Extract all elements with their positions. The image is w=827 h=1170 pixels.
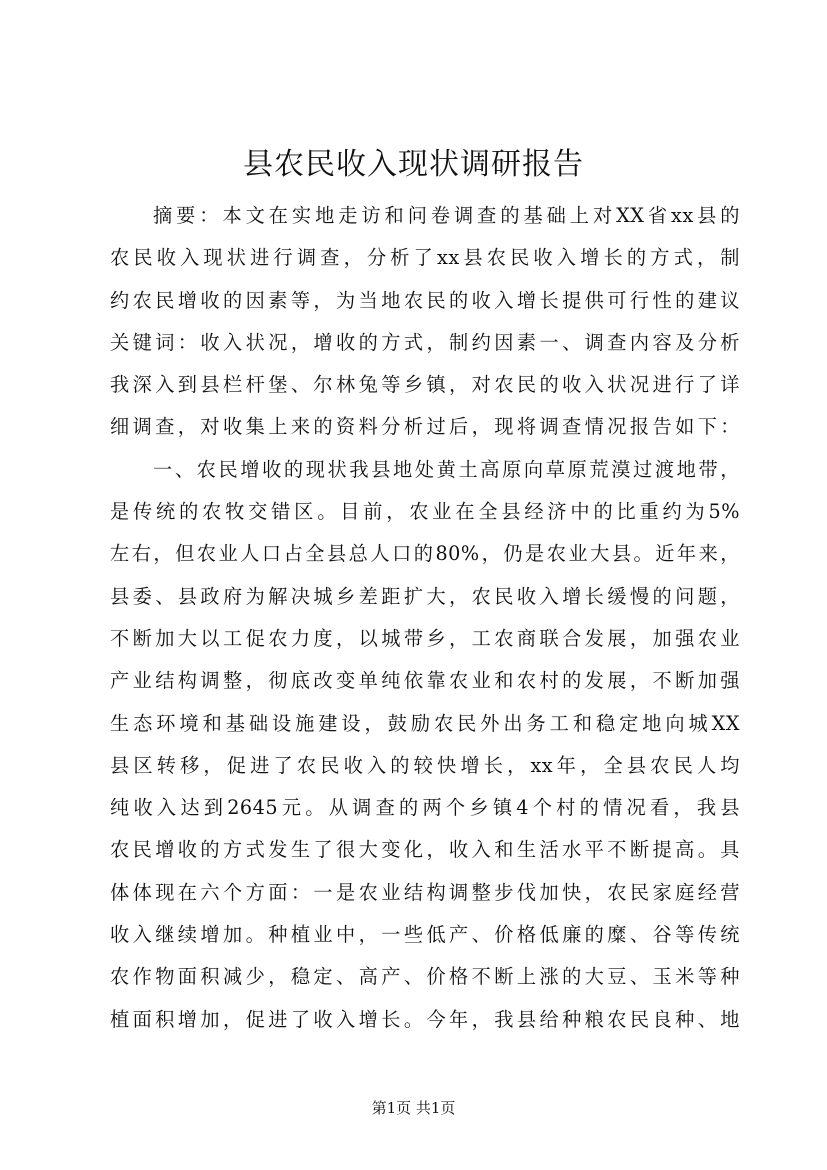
text-line: 是传统的农牧交错区。目前，农业在全县经济中的比重约为5% bbox=[110, 500, 740, 524]
text-line: 一、农民增收的现状我县地处黄土高原向草原荒漠过渡地带， bbox=[153, 457, 740, 481]
text-line: 生态环境和基础设施建设，鼓励农民外出务工和稳定地向城XX bbox=[110, 711, 740, 735]
text-line: 县委、县政府为解决城乡差距扩大，农民收入增长缓慢的问题， bbox=[110, 584, 740, 608]
page-title: 县农民收入现状调研报告 bbox=[243, 147, 584, 182]
text-line: 农民增收的方式发生了很大变化，收入和生活水平不断提高。具 bbox=[110, 838, 740, 862]
text-line: 农作物面积减少，稳定、高产、价格不断上涨的大豆、玉米等种 bbox=[110, 965, 740, 989]
text-line: 摘要：本文在实地走访和问卷调查的基础上对XX省xx县的 bbox=[153, 204, 740, 227]
text-line: 约农民增收的因素等，为当地农民的收入增长提供可行性的建议 bbox=[110, 288, 740, 312]
text-line: 农民收入现状进行调查，分析了xx县农民收入增长的方式，制 bbox=[110, 246, 740, 270]
text-line: 细调查，对收集上来的资料分析过后，现将调查情况报告如下： bbox=[110, 415, 740, 439]
text-line: 关键词：收入状况，增收的方式，制约因素一、调查内容及分析 bbox=[110, 330, 740, 354]
page-footer: 第1页 共1页 bbox=[371, 1099, 456, 1117]
text-line: 产业结构调整，彻底改变单纯依靠农业和农村的发展，不断加强 bbox=[110, 669, 740, 693]
text-line: 植面积增加，促进了收入增长。今年，我县给种粮农民良种、地 bbox=[110, 1007, 740, 1031]
text-line: 左右，但农业人口占全县总人口的80%，仍是农业大县。近年来， bbox=[110, 542, 740, 566]
text-line: 我深入到县栏杆堡、尔林兔等乡镇，对农民的收入状况进行了详 bbox=[110, 373, 740, 397]
text-line: 县区转移，促进了农民收入的较快增长，xx年，全县农民人均 bbox=[110, 753, 740, 777]
text-line: 不断加大以工促农力度，以城带乡，工农商联合发展，加强农业 bbox=[110, 626, 740, 650]
text-line: 体体现在六个方面：一是农业结构调整步伐加快，农民家庭经营 bbox=[110, 880, 740, 904]
body-text bbox=[110, 195, 740, 1041]
text-line: 纯收入达到2645元。从调查的两个乡镇4个村的情况看，我县 bbox=[110, 796, 740, 820]
text-line: 收入继续增加。种植业中，一些低产、价格低廉的糜、谷等传统 bbox=[110, 923, 740, 947]
